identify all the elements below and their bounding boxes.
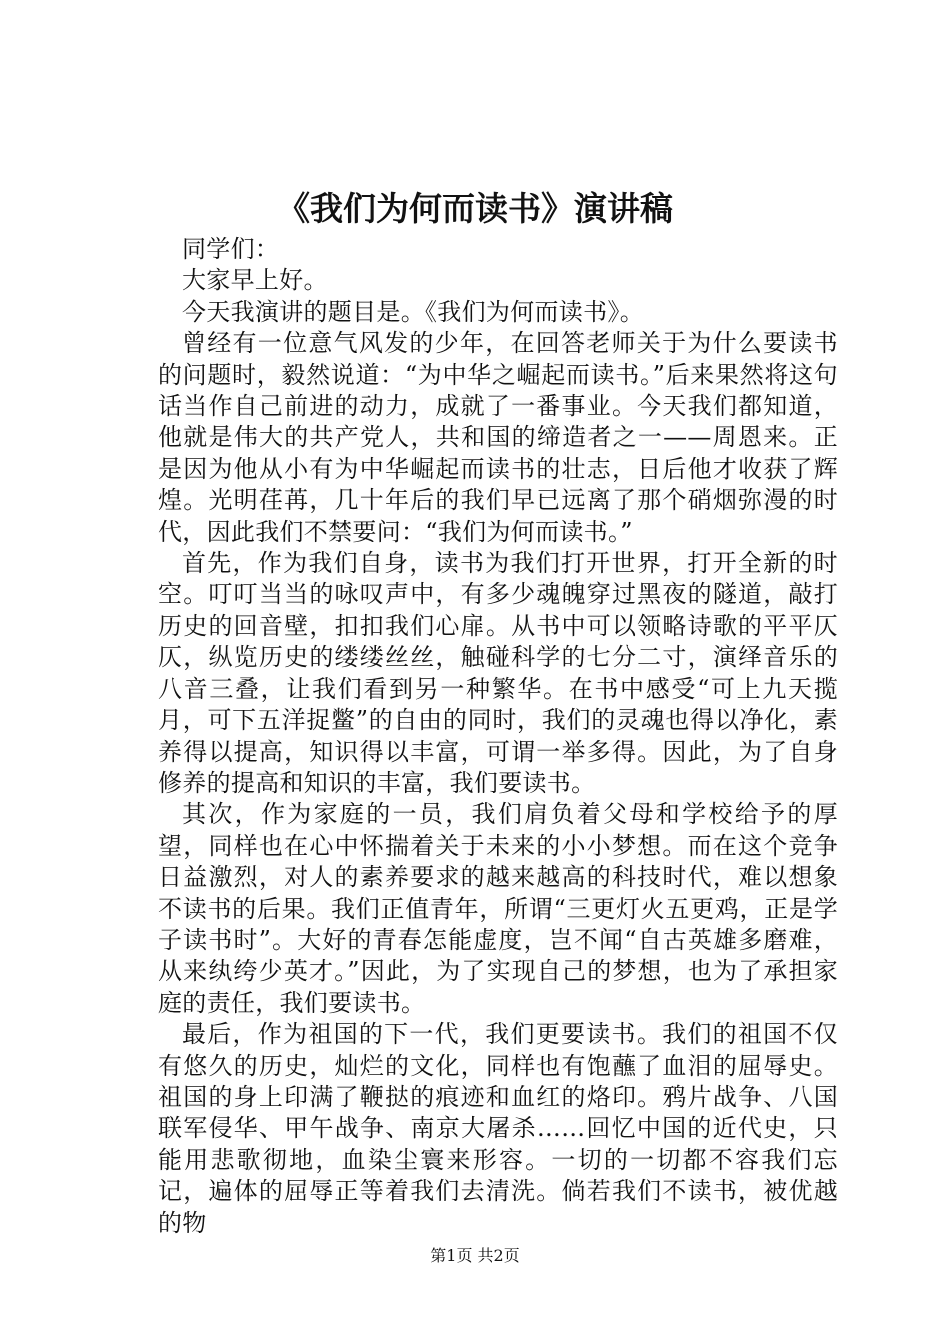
salutation: 同学们： xyxy=(182,235,280,263)
document-title: 《我们为何而读书》演讲稿 xyxy=(277,189,673,228)
greeting: 大家早上好。 xyxy=(182,266,328,295)
body-paragraph-4: 最后，作为祖国的下一代，我们更要读书。我们的祖国不仅有悠久的历史，灿烂的文化，同样也有饱蘸了血泪的屈辱史。祖国的身上印满了鞭挞的痕迹和血红的烙印。鸦片战争、八国联军侵华、甲午战争、南京大屠杀……回忆中国的近代史，只能用悲歌彻地，血染尘寰来形容。一切的一切都不容我们忘记，遍体的屈辱正等着我们去清洗。倘若我们不读书，被优越的物 xyxy=(158,1020,838,1237)
page-footer: 第1页 共2页 xyxy=(430,1246,520,1265)
body-paragraph-2: 首先，作为我们自身，读书为我们打开世界，打开全新的时空。叮叮当当的咏叹声中，有多少魂魄穿过黑夜的隧道，敲打历史的回音壁，扣扣我们心扉。从书中可以领略诗歌的平平仄仄，纵览历史的缕缕丝丝，触碰科学的七分二寸，演绎音乐的八音三叠，让我们看到另一种繁华。在书中感受“可上九天揽月，可下五洋捉鳖”的自由的同时，我们的灵魂也得以净化，素养得以提高，知识得以丰富，可谓一举多得。因此，为了自身修养的提高和知识的丰富，我们要读书。 xyxy=(158,549,838,797)
document-body xyxy=(158,234,838,1239)
topic-paragraph: 今天我演讲的题目是。《我们为何而读书》。 xyxy=(182,297,644,326)
body-paragraph-1: 曾经有一位意气风发的少年，在回答老师关于为什么要读书的问题时，毅然说道：“为中华之崛起而读书。”后来果然将这句话当作自己前进的动力，成就了一番事业。今天我们都知道，他就是伟大的共产党人，共和国的缔造者之一——周恩来。正是因为他从小有为中华崛起而读书的壮志，日后他才收获了辉煌。光明荏苒，几十年后的我们早已远离了那个硝烟弥漫的时代，因此我们不禁要问：“我们为何而读书。” xyxy=(158,329,838,546)
body-paragraph-3: 其次，作为家庭的一员，我们肩负着父母和学校给予的厚望，同样也在心中怀揣着关于未来的小小梦想。而在这个竞争日益激烈，对人的素养要求的越来越高的科技时代，难以想象不读书的后果。我们正值青年，所谓“三更灯火五更鸡，正是学子读书时”。大好的青春怎能虚度，岂不闻“自古英雄多磨难，从来纨绔少英才。”因此，为了实现自己的梦想，也为了承担家庭的责任，我们要读书。 xyxy=(158,800,838,1017)
